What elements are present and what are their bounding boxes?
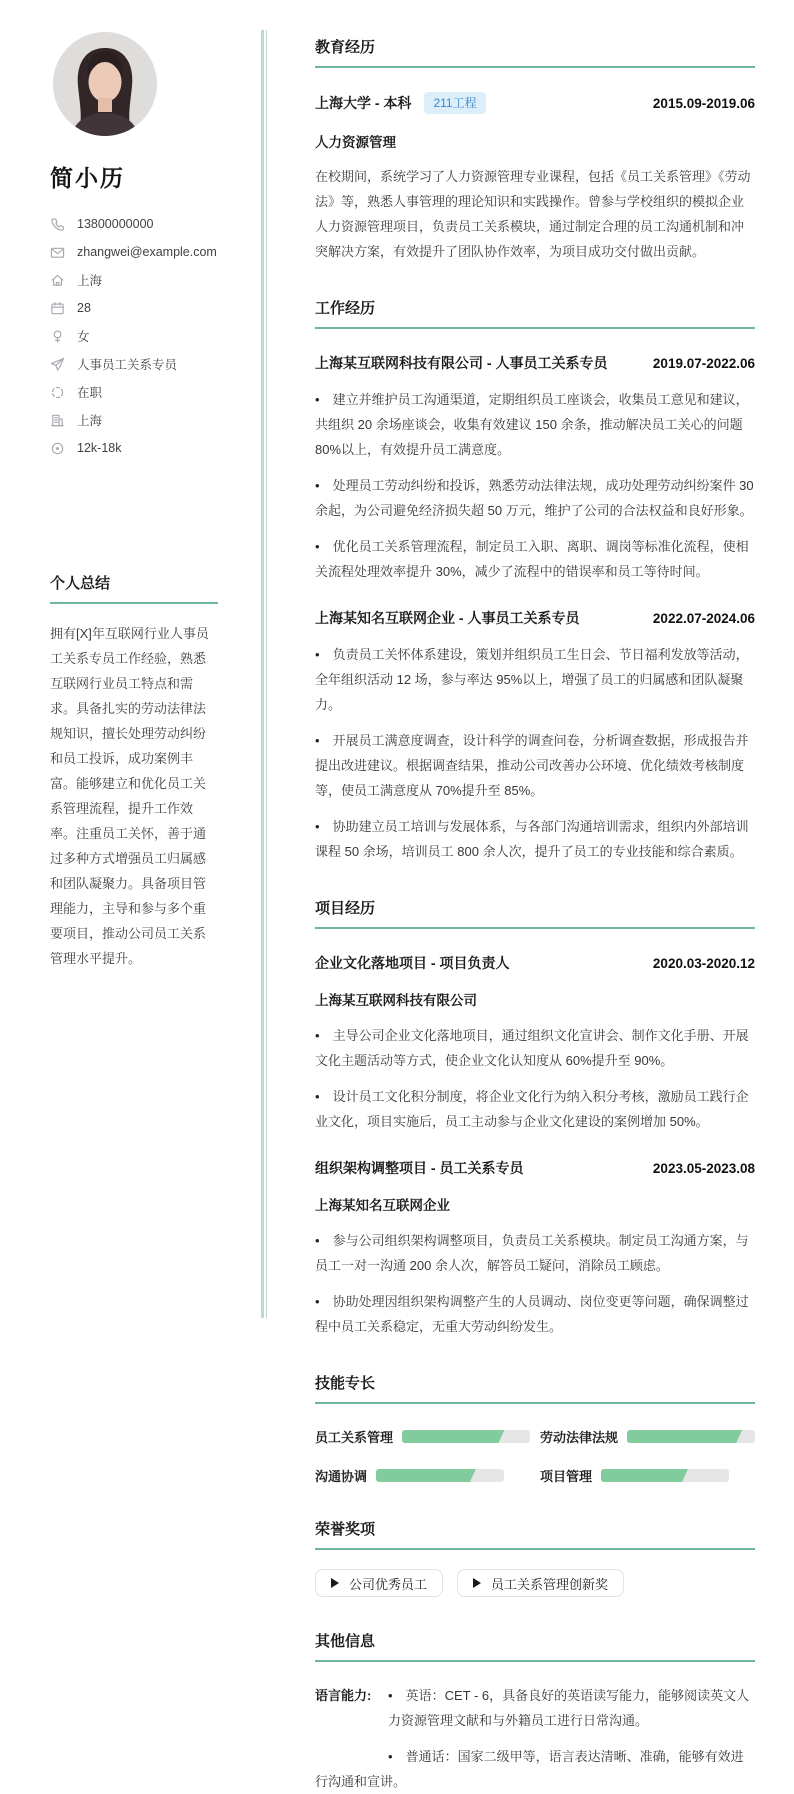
job-entry [315, 608, 755, 864]
job-bullet: • 开展员工满意度调查，设计科学的调查问卷，分析调查数据，形成报告并提出改进建议。根据调查结果，推动公司改善办公环境、优化绩效考核制度等，使员工满意度从 70%提升至 85%。 [315, 728, 755, 803]
contact-item-gender [50, 322, 218, 350]
contact-value: 12k-18k [77, 441, 122, 455]
email-icon [50, 245, 65, 260]
contact-list [50, 210, 218, 462]
job-period: 2022.07-2024.06 [652, 610, 756, 626]
gender-icon [50, 329, 65, 344]
project-bullet: • 参与公司组织架构调整项目，负责员工关系模块。制定员工沟通方案，与员工一对一沟通 200 余人次，解答员工疑问，消除员工顾虑。 [315, 1228, 755, 1278]
paper-plane-icon [50, 357, 65, 372]
major-name: 人力资源管理 [315, 135, 396, 150]
project-bullet: • 协助处理因组织架构调整产生的人员调动、岗位变更等问题，确保调整过程中员工关系稳定，无重大劳动纠纷发生。 [315, 1289, 755, 1339]
honors-section [315, 1518, 755, 1597]
contact-value: zhangwei@example.com [77, 245, 217, 259]
job-bullet: • 负责员工关怀体系建设，策划并组织员工生日会、节日福利发放等活动，全年组织活动 12 场，参与率达 95%以上，增强了员工的归属感和团队凝聚力。 [315, 642, 755, 717]
avatar-photo-placeholder [53, 32, 157, 136]
language-item: • 普通话：国家二级甲等，语言表达清晰、准确，能够有效进行沟通和宣讲。 [315, 1744, 755, 1794]
contact-item-salary [50, 434, 218, 462]
contact-value: 28 [77, 301, 91, 315]
project-entry-header [315, 953, 755, 973]
job-bullet: • 协助建立员工培训与发展体系，与各部门沟通培训需求，组织内外部培训课程 50 余场，培训员工 800 余人次，提升了员工的专业技能和综合素质。 [315, 814, 755, 864]
language-label: 语言能力: [315, 1688, 372, 1703]
contact-item-city [50, 406, 218, 434]
personal-summary-section [50, 572, 218, 971]
calendar-icon [50, 301, 65, 316]
project-entry-header [315, 1158, 755, 1178]
contact-value: 上海 [77, 414, 103, 428]
honor-label: 公司优秀员工 [349, 1576, 428, 1592]
summary-text: 拥有[X]年互联网行业人事员工关系专员工作经验，熟悉互联网行业员工特点和需求。具备扎实的劳动法律法规知识，擅长处理劳动纠纷和员工投诉，成功案例丰富。能够建立和优化员工关系管理流程，提升工作效率。注重员工关怀，善于通过多种方式增强员工归属感和团队凝聚力。具备项目管理能力，主导和参与多个重要项目，推动公司员工关系管理水平提升。 [50, 626, 209, 966]
home-icon [50, 273, 65, 288]
skill-bar-fill [627, 1430, 742, 1443]
skills-grid [315, 1427, 755, 1485]
skill-name: 员工关系管理 [315, 1430, 394, 1445]
honor-tags [315, 1569, 755, 1597]
skills-title: 技能专长 [315, 1372, 755, 1404]
contact-item-email [50, 238, 218, 266]
projects-title: 项目经历 [315, 897, 755, 929]
work-title: 工作经历 [315, 297, 755, 329]
project-entry [315, 1158, 755, 1339]
contact-item-location [50, 266, 218, 294]
contact-value: 人事员工关系专员 [77, 358, 178, 372]
honor-label: 员工关系管理创新奖 [491, 1576, 609, 1592]
contact-value: 女 [77, 330, 90, 344]
contact-item-age [50, 294, 218, 322]
project-period: 2020.03-2020.12 [652, 955, 756, 971]
summary-title: 个人总结 [50, 572, 218, 604]
project-bullet: • 设计员工文化积分制度，将企业文化行为纳入积分考核，激励员工践行企业文化，项目实施后，员工主动参与企业文化建设的案例增加 50%。 [315, 1084, 755, 1134]
project-name: 组织架构调整项目 - 员工关系专员 [315, 1160, 524, 1176]
project-name: 企业文化落地项目 - 项目负责人 [315, 955, 510, 971]
skill-bar [402, 1430, 530, 1443]
job-bullet: • 优化员工关系管理流程，制定员工入职、离职、调岗等标准化流程，使相关流程处理效率提升 30%，减少了流程中的错误率和员工等待时间。 [315, 534, 755, 584]
project-company: 上海某互联网科技有限公司 [315, 993, 477, 1008]
contact-value: 在职 [77, 386, 103, 400]
skill-bar-fill [601, 1469, 688, 1482]
job-bullet: • 处理员工劳动纠纷和投诉，熟悉劳动法律法规，成功处理劳动纠纷案件 30 余起，为公司避免经济损失超 50 万元，维护了公司的合法权益和良好形象。 [315, 473, 755, 523]
language-item: • 英语：CET - 6，具备良好的英语读写能力，能够阅读英文人力资源管理文献和与外籍员工进行日常沟通。 [388, 1683, 755, 1733]
person-name: 简小历 [50, 165, 125, 191]
project-entry [315, 953, 755, 1134]
other-info-section [315, 1630, 755, 1794]
honor-tag [315, 1569, 443, 1597]
skill-name: 沟通协调 [315, 1469, 368, 1484]
work-section [315, 297, 755, 864]
job-entry-header [315, 353, 755, 373]
skill-row [540, 1427, 755, 1446]
sidebar [0, 0, 261, 1342]
job-company: 上海某知名互联网企业 - 人事员工关系专员 [315, 610, 580, 626]
skill-bar-fill [402, 1430, 504, 1443]
contact-value: 13800000000 [77, 217, 154, 231]
other-info-title: 其他信息 [315, 1630, 755, 1662]
contact-value: 上海 [77, 274, 103, 288]
job-bullet: • 建立并维护员工沟通渠道，定期组织员工座谈会，收集员工意见和建议，共组织 20 余场座谈会，收集有效建议 150 余条，推动解决员工关心的问题 80%以上，有效提升员工满意度。 [315, 387, 755, 462]
skill-name: 项目管理 [540, 1469, 593, 1484]
skill-bar [601, 1469, 729, 1482]
contact-item-status [50, 378, 218, 406]
job-entry-header [315, 608, 755, 628]
job-company: 上海某互联网科技有限公司 - 人事员工关系专员 [315, 355, 608, 371]
project-bullet: • 主导公司企业文化落地项目，通过组织文化宣讲会、制作文化手册、开展文化主题活动等方式，使企业文化认知度从 60%提升至 90%。 [315, 1023, 755, 1073]
education-description: 在校期间，系统学习了人力资源管理专业课程，包括《员工关系管理》《劳动法》等，熟悉人事管理的理论知识和实践操作。曾参与学校组织的模拟企业人力资源管理项目，负责员工关系模块，通过制定合理的员工沟通机制和冲突解决方案，有效提升了团队协作效率，为项目成功交付做出贡献。 [315, 169, 751, 259]
honor-tag [457, 1569, 624, 1597]
contact-item-position [50, 350, 218, 378]
school-badge: 211工程 [424, 92, 485, 114]
contact-item-phone [50, 210, 218, 238]
skill-row [315, 1427, 540, 1446]
language-ability-row [315, 1683, 755, 1733]
education-title: 教育经历 [315, 36, 755, 68]
status-icon [50, 385, 65, 400]
skill-bar [627, 1430, 755, 1443]
job-entry [315, 353, 755, 584]
avatar [53, 32, 157, 136]
main-content [267, 0, 794, 1789]
salary-icon [50, 441, 65, 456]
education-period: 2015.09-2019.06 [652, 95, 756, 111]
skill-bar [376, 1469, 504, 1482]
skill-row [315, 1466, 540, 1485]
project-company: 上海某知名互联网企业 [315, 1198, 450, 1213]
play-icon [331, 1578, 339, 1588]
education-entry-header [315, 92, 755, 114]
phone-icon [50, 217, 65, 232]
play-icon [473, 1578, 481, 1588]
project-period: 2023.05-2023.08 [652, 1160, 756, 1176]
skill-name: 劳动法律法规 [540, 1430, 619, 1445]
building-icon [50, 413, 65, 428]
skill-bar-fill [376, 1469, 476, 1482]
projects-section [315, 897, 755, 1339]
job-period: 2019.07-2022.06 [652, 355, 756, 371]
school-name: 上海大学 - 本科 [315, 95, 412, 111]
skill-row [540, 1466, 755, 1485]
education-section [315, 36, 755, 264]
honors-title: 荣誉奖项 [315, 1518, 755, 1550]
skills-section [315, 1372, 755, 1485]
